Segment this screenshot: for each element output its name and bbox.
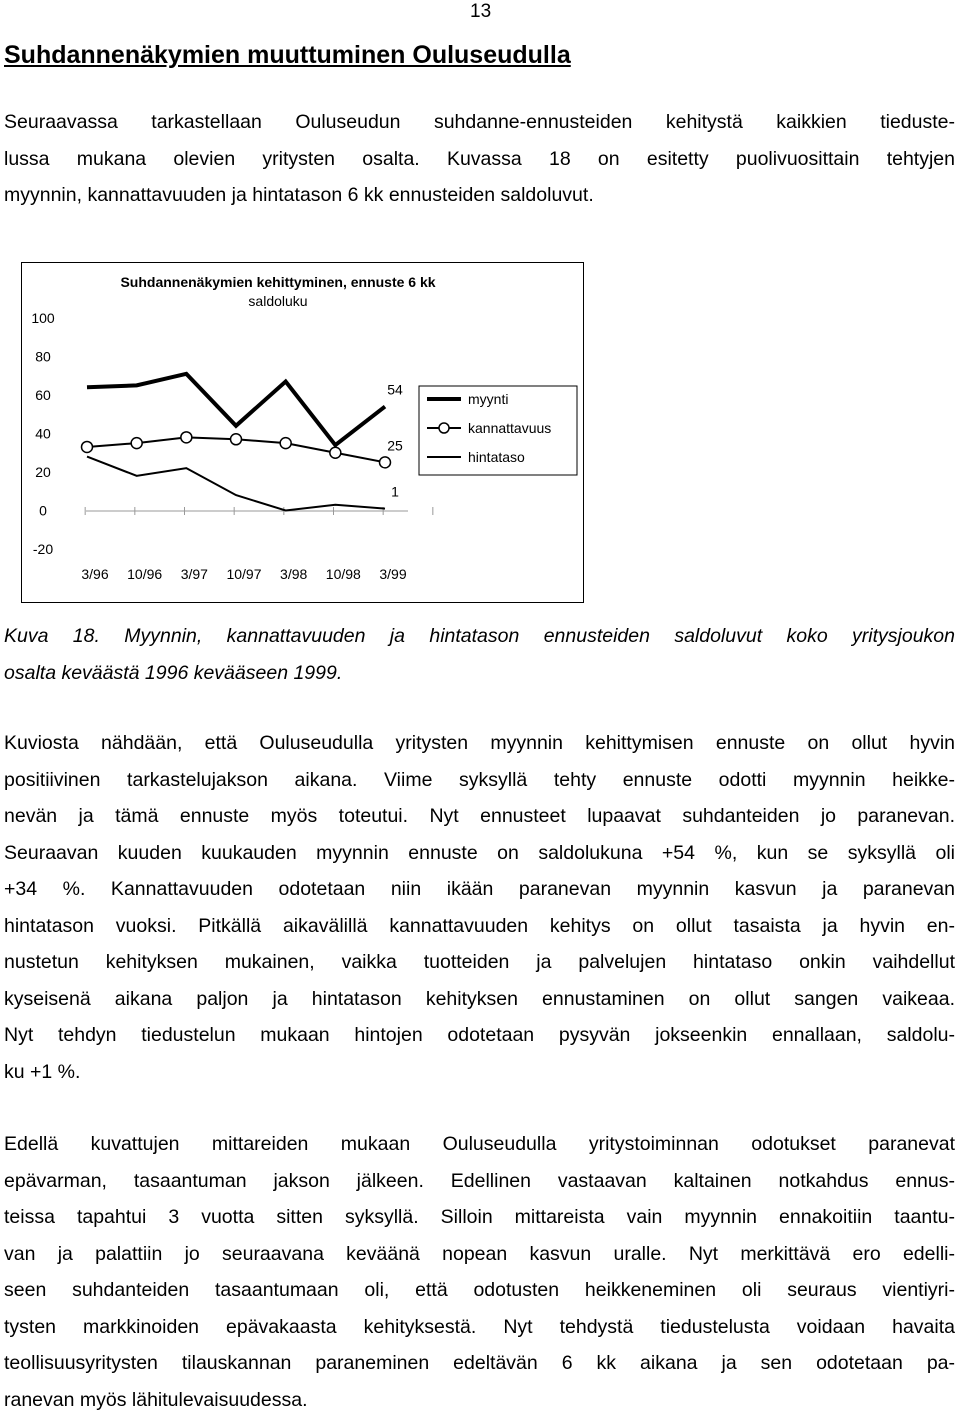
text-line: hintatason vuoksi. Pitkällä aikavälillä kannattavuuden kehitys on ollut tasaista ja hyvin en- <box>4 908 955 945</box>
line-chart-figure <box>21 262 584 609</box>
data-point-kannattavuus <box>280 438 291 449</box>
data-point-kannattavuus <box>131 438 142 449</box>
page-number: 13 <box>470 0 491 24</box>
figure-caption <box>4 618 955 691</box>
section-heading: Suhdannenäkymien muuttuminen Ouluseudulla <box>4 40 571 70</box>
text-line: lussa mukana olevien yritysten osalta. Kuvassa 18 on esitetty puolivuosittain tehtyjen <box>4 141 955 178</box>
text-line: positiivinen tarkastelujakson aikana. Viime syksyllä tehty ennuste odotti myynnin heikke- <box>4 762 955 799</box>
x-tick-label: 3/98 <box>280 566 307 582</box>
text-line: seen suhdanteiden tasaantumaan oli, että odotusten heikkeneminen oli seuraus vientiyri- <box>4 1272 955 1309</box>
text-line: myynnin, kannattavuuden ja hintatason 6 kk ennusteiden saldoluvut. <box>4 177 955 214</box>
data-label: 54 <box>387 382 403 398</box>
text-line: nevän ja tämä ennuste myös toteutui. Nyt ennusteet lupaavat suhdanteiden jo paranevan. <box>4 798 955 835</box>
y-tick-label: -20 <box>33 541 53 557</box>
text-line: Seuraavan kuuden kuukauden myynnin ennuste on saldolukuna +54 %, kun se syksyllä oli <box>4 835 955 872</box>
chart-legend <box>419 386 577 475</box>
chart-subtitle: saldoluku <box>248 293 307 309</box>
y-tick-label: 0 <box>39 503 47 519</box>
text-line: ku +1 %. <box>4 1054 955 1091</box>
text-line: epävarman, tasaantuman jakson jälkeen. Edellinen vastaavan kaltainen notkahdus ennus- <box>4 1163 955 1200</box>
data-point-kannattavuus <box>82 441 93 452</box>
x-tick-label: 10/98 <box>326 566 361 582</box>
body-paragraph-2 <box>4 1126 955 1418</box>
text-line: Nyt tehdyn tiedustelun mukaan hintojen odotetaan pysyvän jokseenkin ennallaan, saldolu- <box>4 1017 955 1054</box>
text-line: ranevan myös lähitulevaisuudessa. <box>4 1382 955 1418</box>
y-tick-label: 100 <box>31 310 55 326</box>
legend-marker <box>439 423 449 433</box>
text-line: +34 %. Kannattavuuden odotetaan niin ikään paranevan myynnin kasvun ja paranevan <box>4 871 955 908</box>
legend-label: myynti <box>468 391 508 407</box>
x-tick-label: 10/96 <box>127 566 162 582</box>
text-line: Seuraavassa tarkastellaan Ouluseudun suhdanne-ennusteiden kehitystä kaikkien tieduste- <box>4 104 955 141</box>
y-tick-label: 60 <box>35 387 51 403</box>
caption-line: Kuva 18. Myynnin, kannattavuuden ja hintatason ennusteiden saldoluvut koko yritysjoukon <box>4 618 955 655</box>
x-tick-label: 3/97 <box>181 566 208 582</box>
chart-title: Suhdannenäkymien kehittyminen, ennuste 6 kk <box>120 274 435 290</box>
x-tick-label: 3/99 <box>379 566 406 582</box>
text-line: van ja palattiin jo seuraavana keväänä nopean kasvun uralle. Nyt merkittävä ero edelli- <box>4 1236 955 1273</box>
intro-paragraph <box>4 104 955 214</box>
y-tick-label: 40 <box>35 426 51 442</box>
text-line: Kuviosta nähdään, että Ouluseudulla yritysten myynnin kehittymisen ennuste on ollut hyvin <box>4 725 955 762</box>
text-line: tysten markkinoiden epävakaasta kehityksestä. Nyt tehdystä tiedustelusta voidaan havaita <box>4 1309 955 1346</box>
text-line: Edellä kuvattujen mittareiden mukaan Ouluseudulla yritystoiminnan odotukset paranevat <box>4 1126 955 1163</box>
y-tick-label: 20 <box>35 464 51 480</box>
data-point-kannattavuus <box>330 447 341 458</box>
data-label: 25 <box>387 437 403 453</box>
data-point-kannattavuus <box>231 434 242 445</box>
x-tick-label: 3/96 <box>81 566 108 582</box>
x-tick-label: 10/97 <box>226 566 261 582</box>
y-tick-label: 80 <box>35 349 51 365</box>
text-line: nustetun kehityksen mukainen, vaikka tuotteiden ja palvelujen hintataso onkin vaihdellut <box>4 944 955 981</box>
text-line: kyseisenä aikana paljon ja hintatason kehityksen ennustaminen on ollut sangen vaikeaa. <box>4 981 955 1018</box>
legend-label: kannattavuus <box>468 420 551 436</box>
series-line-hintataso <box>87 457 385 511</box>
text-line: teollisuusyritysten tilauskannan paraneminen edeltävän 6 kk aikana ja sen odotetaan pa- <box>4 1345 955 1382</box>
body-paragraph-1 <box>4 725 955 1090</box>
legend-label: hintataso <box>468 449 525 465</box>
data-label: 1 <box>391 484 399 500</box>
text-line: teissa tapahtui 3 vuotta sitten syksyllä. Silloin mittareista vain myynnin ennakoitiin taantu- <box>4 1199 955 1236</box>
data-point-kannattavuus <box>380 457 391 468</box>
data-point-kannattavuus <box>181 432 192 443</box>
caption-line: osalta keväästä 1996 kevääseen 1999. <box>4 655 955 692</box>
chart-svg <box>21 262 584 604</box>
